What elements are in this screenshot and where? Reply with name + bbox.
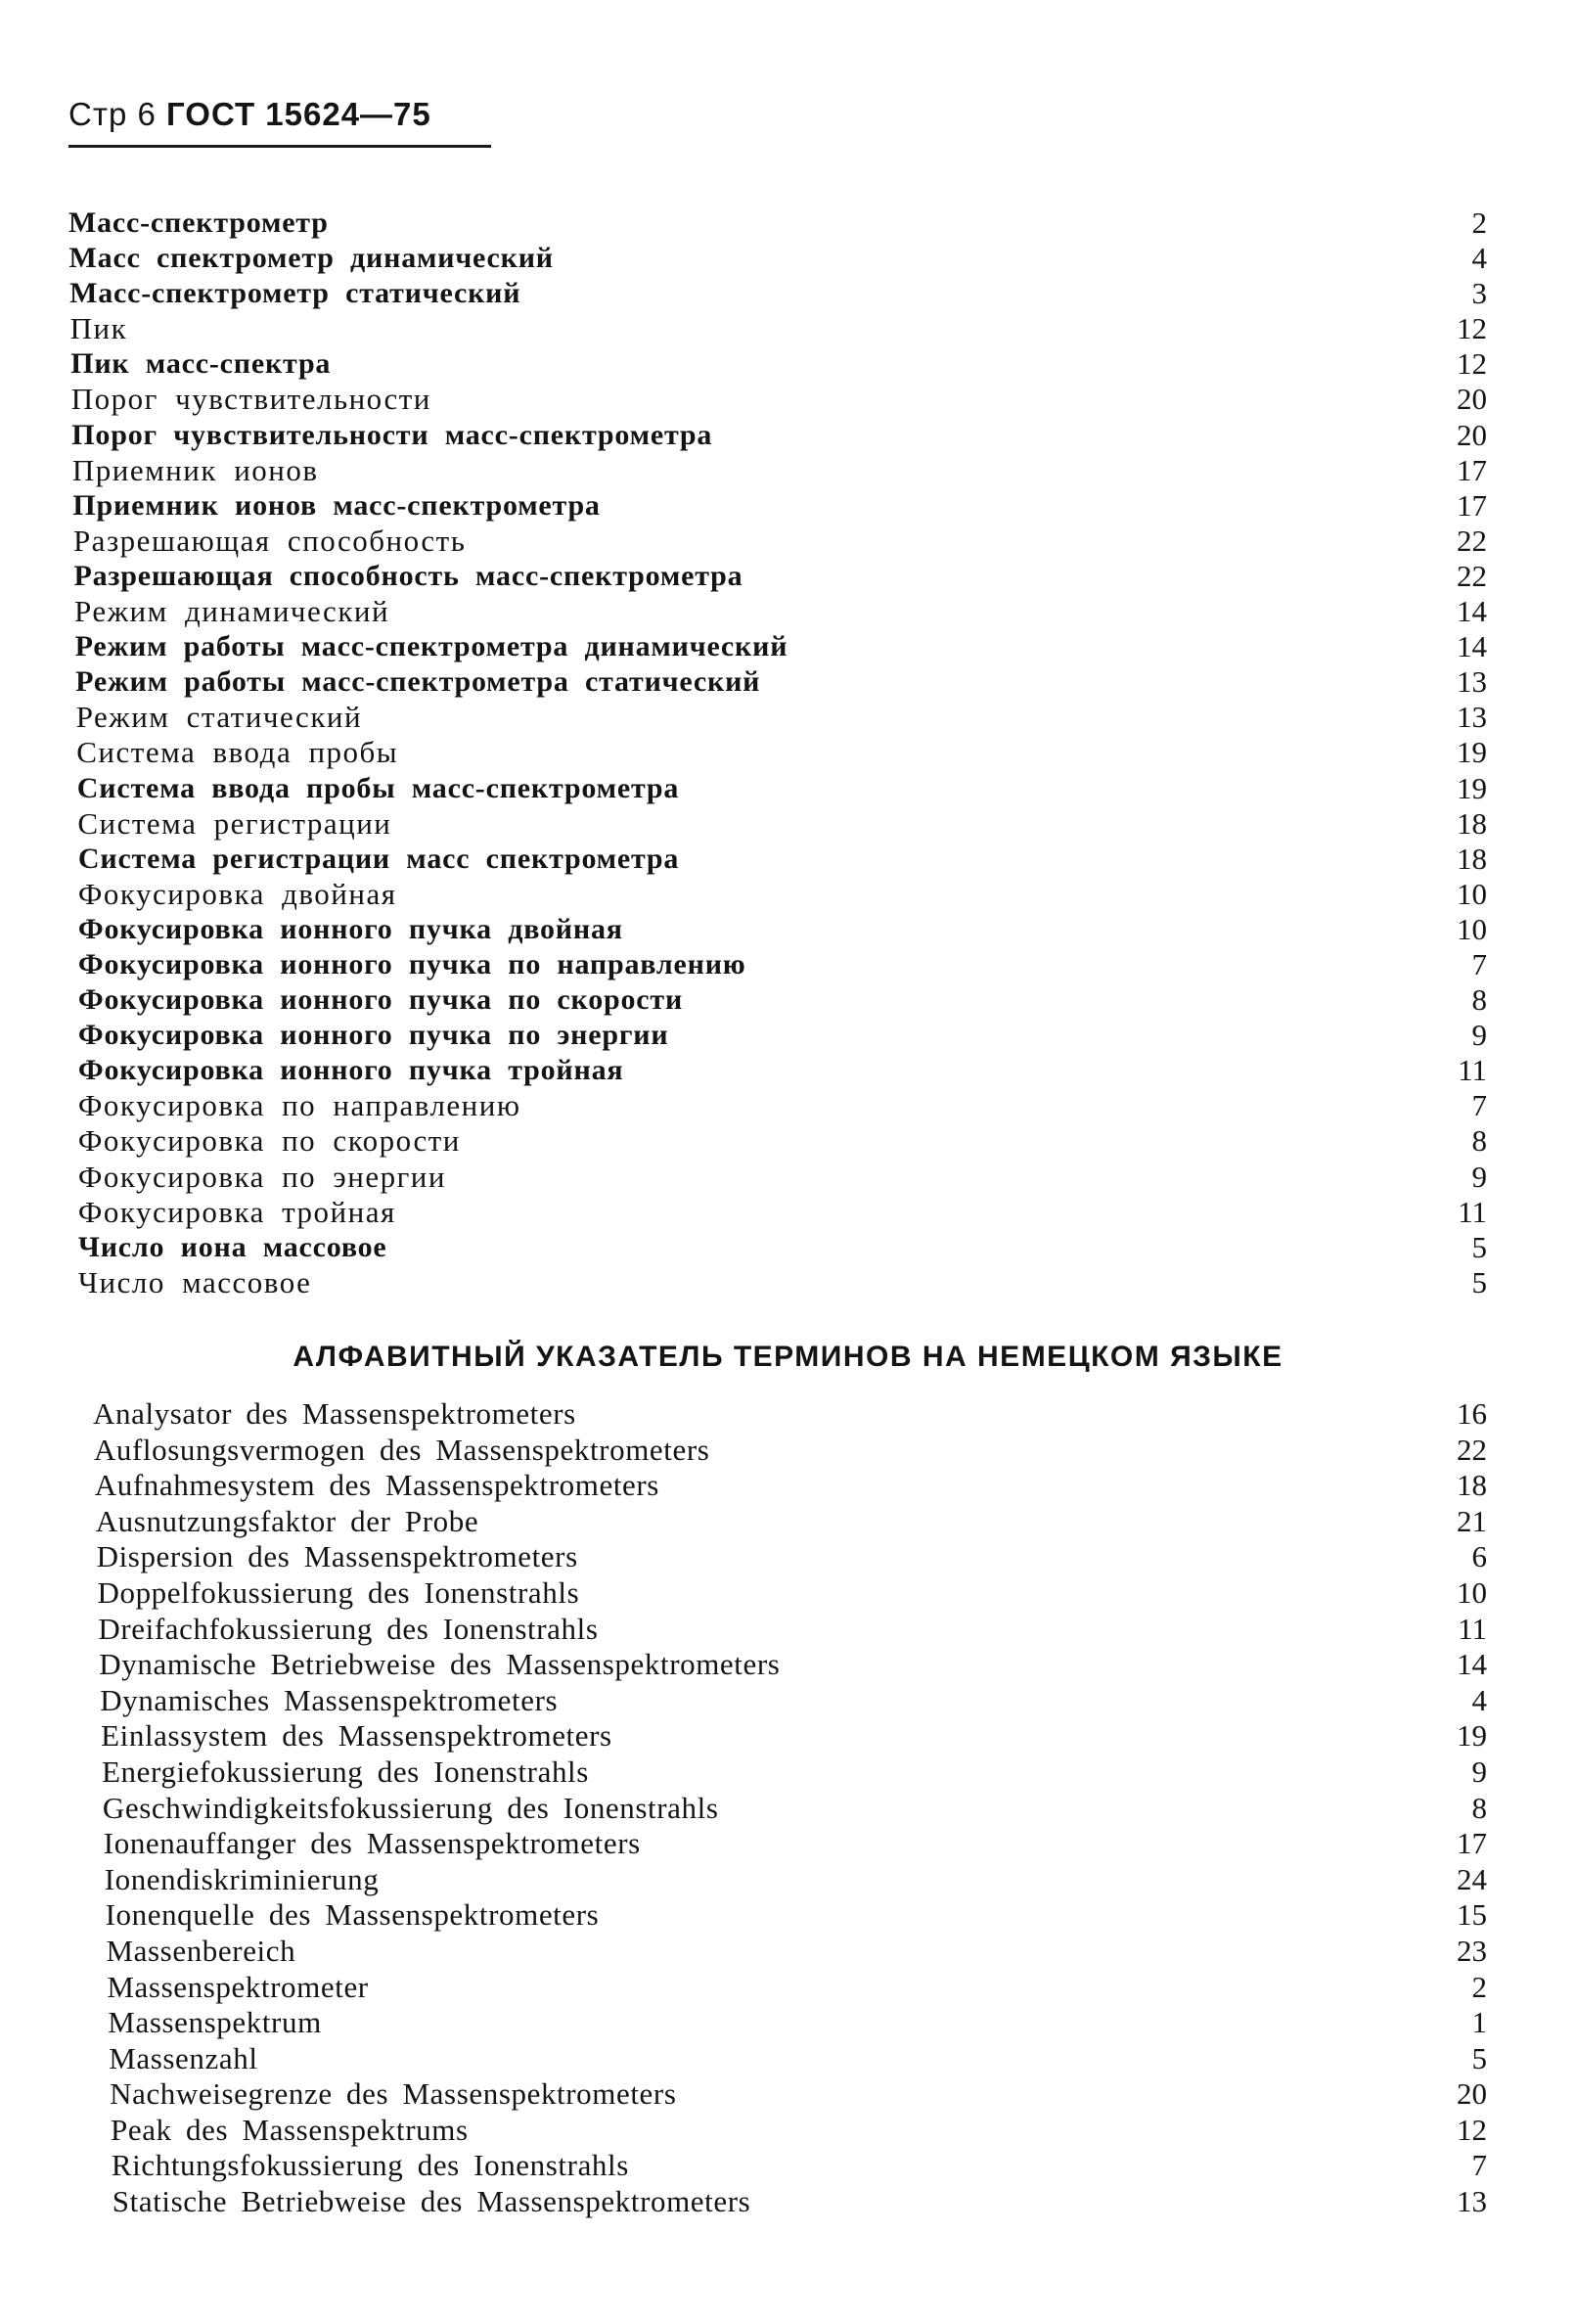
russian-term-index [68, 205, 1487, 1300]
german-index-heading: АЛФАВИТНЫЙ УКАЗАТЕЛЬ ТЕРМИНОВ НА НЕМЕЦКОМ ЯЗЫКЕ [293, 1341, 1283, 1373]
index-page-number: 20 [1457, 417, 1487, 452]
index-page-number: 14 [1457, 594, 1487, 629]
index-term: Фокусировка по направлению [77, 1088, 521, 1123]
de-index-row [68, 1934, 1487, 1970]
index-term: Massenbereich [106, 1933, 296, 1968]
index-page-number: 13 [1457, 664, 1487, 700]
ru-index-row [68, 771, 1487, 806]
index-term: Фокусировка ионного пучка по энергии [77, 1019, 669, 1052]
index-page-number: 21 [1457, 1503, 1487, 1538]
ru-index-row [68, 947, 1487, 982]
index-page-number: 4 [1471, 241, 1487, 276]
index-page-number: 17 [1457, 1826, 1487, 1861]
de-index-row [68, 1718, 1487, 1754]
de-index-row [68, 1468, 1487, 1504]
de-index-row [68, 1862, 1487, 1898]
index-page-number: 7 [1471, 946, 1487, 981]
index-term: Doppelfokussierung des Ionenstrahls [97, 1574, 580, 1610]
ru-index-row [68, 524, 1487, 559]
de-index-row [68, 2041, 1487, 2077]
index-term: Фокусировка двойная [77, 876, 397, 911]
index-page-number: 2 [1471, 1969, 1487, 2004]
de-index-row [68, 1683, 1487, 1719]
index-term: Geschwindigkeitsfokussierung des Ionenstrahls [102, 1790, 719, 1825]
index-term: Dynamische Betriebweise des Massenspektrometers [99, 1647, 781, 1682]
ru-index-row [68, 700, 1487, 735]
index-term: Peak des Massenspektrums [111, 2112, 469, 2147]
index-term: Порог чувствительности масс-спектрометра [71, 418, 713, 451]
index-term: Statische Betriebweise des Massenspektrometers [112, 2184, 751, 2219]
index-term: Фокусировка по скорости [77, 1123, 461, 1159]
index-page-number: 9 [1471, 1754, 1487, 1789]
index-term: Режим статический [75, 700, 363, 735]
index-term: Dynamisches Massenspektrometers [100, 1682, 559, 1717]
index-term: Порог чувствительности [70, 382, 431, 417]
de-index-row [68, 1504, 1487, 1540]
ru-index-row [68, 418, 1487, 453]
ru-index-row [68, 982, 1487, 1018]
ru-index-row [68, 1088, 1487, 1123]
de-index-row [68, 2148, 1487, 2184]
index-term: Разрешающая способность [72, 523, 467, 558]
ru-index-row [68, 311, 1487, 346]
index-page-number: 20 [1457, 2076, 1487, 2112]
index-term: Система ввода пробы [76, 735, 399, 770]
de-index-row [68, 1826, 1487, 1862]
index-term: Масс спектрометр динамический [68, 242, 554, 275]
de-index-row [68, 1791, 1487, 1827]
ru-index-row [68, 276, 1487, 311]
index-page-number: 20 [1457, 382, 1487, 417]
index-page-number: 8 [1471, 982, 1487, 1018]
ru-index-row [68, 664, 1487, 700]
index-term: Dispersion des Massenspektrometers [96, 1539, 578, 1574]
index-page-number: 12 [1457, 346, 1487, 382]
index-term: Фокусировка по энергии [77, 1159, 446, 1194]
index-page-number: 14 [1457, 629, 1487, 664]
index-page-number: 18 [1457, 805, 1487, 841]
de-index-row [68, 2184, 1487, 2220]
index-page-number: 4 [1471, 1682, 1487, 1717]
index-term: Ionenquelle des Massenspektrometers [105, 1897, 600, 1933]
index-term: Система регистрации [77, 805, 392, 841]
index-term: Einlassystem des Massenspektrometers [101, 1718, 612, 1754]
de-index-row [68, 1612, 1487, 1648]
de-index-row [68, 2076, 1487, 2113]
page-header [68, 96, 431, 133]
ru-index-row [68, 1160, 1487, 1195]
de-index-row [68, 1647, 1487, 1683]
index-page-number: 18 [1457, 841, 1487, 876]
index-term: Пик [69, 311, 128, 346]
index-page-number: 8 [1471, 1123, 1487, 1159]
index-term: Фокусировка ионного пучка по скорости [77, 983, 684, 1017]
index-term: Режим динамический [74, 594, 390, 629]
index-term: Приемник ионов [71, 452, 319, 487]
ru-index-row [68, 382, 1487, 417]
index-page-number: 15 [1457, 1897, 1487, 1933]
ru-index-row [68, 1230, 1487, 1265]
ru-index-row [68, 1123, 1487, 1159]
index-page-number: 19 [1457, 1718, 1487, 1754]
ru-index-row [68, 806, 1487, 842]
index-page-number: 11 [1458, 1053, 1487, 1088]
index-page-number: 11 [1458, 1194, 1487, 1229]
ru-index-row [68, 912, 1487, 947]
index-page-number: 22 [1457, 1432, 1487, 1467]
de-index-row [68, 2005, 1487, 2041]
index-page-number: 13 [1457, 2184, 1487, 2219]
de-index-row [68, 1575, 1487, 1612]
index-term: Richtungsfokussierung des Ionenstrahls [111, 2148, 629, 2183]
index-page-number: 6 [1471, 1539, 1487, 1574]
index-page-number: 11 [1458, 1611, 1487, 1646]
index-term: Система регистрации масс спектрометра [77, 842, 680, 875]
index-page-number: 13 [1457, 700, 1487, 735]
de-index-row [68, 2113, 1487, 2149]
index-term: Фокусировка ионного пучка двойная [77, 912, 623, 945]
standard-designation: ГОСТ 15624—75 [166, 96, 431, 132]
index-page-number: 17 [1457, 487, 1487, 523]
ru-index-row [68, 488, 1487, 524]
index-term: Ionendiskriminierung [104, 1861, 380, 1896]
index-term: Фокусировка тройная [77, 1194, 396, 1229]
index-term: Dreifachfokussierung des Ionenstrahls [98, 1611, 599, 1646]
index-page-number: 1 [1471, 2005, 1487, 2040]
index-term: Режим работы масс-спектрометра статический [75, 665, 761, 699]
index-page-number: 19 [1457, 735, 1487, 770]
ru-index-row [68, 629, 1487, 664]
ru-index-row [68, 735, 1487, 770]
index-page-number: 12 [1457, 311, 1487, 346]
index-term: Приемник ионов масс-спектрометра [72, 488, 601, 522]
index-term: Число массовое [77, 1264, 312, 1299]
index-page-number: 5 [1471, 2040, 1487, 2075]
de-index-row [68, 1897, 1487, 1934]
index-term: Разрешающая способность масс-спектрометра [73, 559, 743, 592]
index-term: Nachweisegrenze des Massenspektrometers [110, 2076, 677, 2112]
index-term: Число иона массовое [77, 1230, 387, 1263]
index-page-number: 23 [1457, 1933, 1487, 1968]
index-page-number: 18 [1457, 1468, 1487, 1503]
index-term: Massenzahl [109, 2040, 258, 2075]
ru-index-row [68, 594, 1487, 629]
index-page-number: 14 [1457, 1647, 1487, 1682]
index-term: Система ввода пробы масс-спектрометра [76, 771, 680, 804]
ru-index-row [68, 842, 1487, 877]
index-term: Масс-спектрометр статический [69, 277, 521, 310]
index-page-number: 10 [1457, 876, 1487, 911]
page-number-label: Стр 6 [68, 96, 157, 132]
german-term-index [68, 1396, 1487, 2220]
index-page-number: 7 [1471, 1088, 1487, 1123]
index-page-number: 17 [1457, 452, 1487, 487]
index-page-number: 24 [1457, 1861, 1487, 1896]
index-page-number: 3 [1471, 276, 1487, 311]
index-term: Масс-спектрометр [68, 206, 329, 239]
index-page-number: 9 [1471, 1018, 1487, 1053]
header-rule [68, 145, 491, 148]
index-term: Massenspektrum [108, 2005, 322, 2040]
index-page-number: 16 [1457, 1396, 1487, 1431]
index-page-number: 5 [1471, 1264, 1487, 1299]
index-term: Auflosungsvermogen des Massenspektrometers [93, 1432, 710, 1467]
de-index-row [68, 1970, 1487, 2006]
ru-index-row [68, 453, 1487, 488]
ru-index-row [68, 1265, 1487, 1300]
index-page-number: 5 [1471, 1229, 1487, 1264]
index-term: Aufnahmesystem des Massenspektrometers [94, 1468, 659, 1503]
index-page-number: 9 [1471, 1159, 1487, 1194]
index-page-number: 8 [1471, 1790, 1487, 1825]
de-index-row [68, 1396, 1487, 1433]
de-index-row [68, 1539, 1487, 1575]
index-page-number: 12 [1457, 2112, 1487, 2147]
index-page-number: 10 [1457, 911, 1487, 946]
ru-index-row [68, 205, 1487, 241]
index-page-number: 7 [1471, 2148, 1487, 2183]
ru-index-row [68, 1053, 1487, 1088]
ru-index-row [68, 877, 1487, 912]
ru-index-row [68, 346, 1487, 382]
ru-index-row [68, 1018, 1487, 1053]
index-term: Ausnutzungsfaktor der Probe [95, 1503, 479, 1538]
ru-index-row [68, 1195, 1487, 1230]
index-page-number: 22 [1457, 558, 1487, 593]
index-term: Analysator des Massenspektrometers [93, 1396, 576, 1431]
index-page-number: 19 [1457, 770, 1487, 805]
index-term: Фокусировка ионного пучка тройная [77, 1054, 624, 1087]
de-index-row [68, 1754, 1487, 1791]
index-term: Massenspektrometer [107, 1969, 369, 2004]
ru-index-row [68, 559, 1487, 594]
index-term: Режим работы масс-спектрометра динамический [74, 630, 788, 663]
ru-index-row [68, 241, 1487, 276]
index-term: Ionenauffanger des Massenspektrometers [103, 1826, 641, 1861]
index-term: Energiefokussierung des Ionenstrahls [102, 1754, 589, 1789]
index-page-number: 2 [1471, 205, 1487, 240]
index-term: Пик масс-спектра [70, 347, 332, 381]
index-page-number: 10 [1457, 1574, 1487, 1610]
index-page-number: 22 [1457, 523, 1487, 558]
index-term: Фокусировка ионного пучка по направлению [77, 947, 746, 980]
de-index-row [68, 1433, 1487, 1469]
